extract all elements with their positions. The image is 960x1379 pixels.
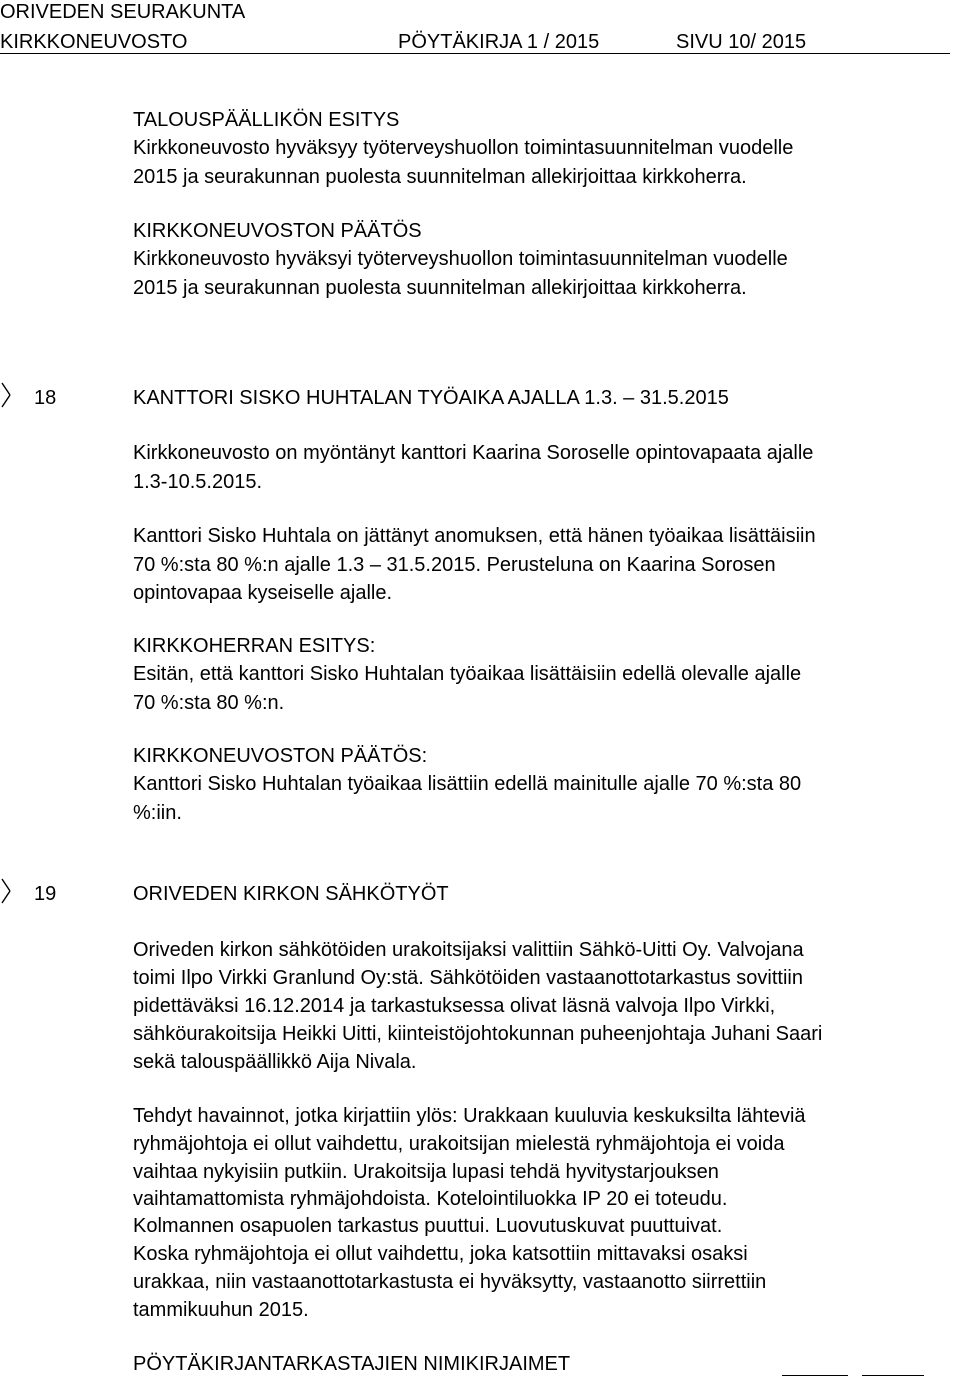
subsection-title: KIRKKOHERRAN ESITYS: — [133, 635, 376, 657]
section-marker-icon — [0, 381, 12, 409]
paragraph-line: Kirkkoneuvosto hyväksyy työterveyshuollon toimintasuunnitelman vuodelle — [133, 137, 794, 159]
subsection-title: KIRKKONEUVOSTON PÄÄTÖS: — [133, 745, 428, 767]
paragraph-line: vaihtaa nykyisiin putkiin. Urakoitsija lupasi tehdä hyvitystarjouksen — [133, 1161, 719, 1183]
paragraph-line: Kanttori Sisko Huhtalan työaikaa lisättiin edellä mainitulle ajalle 70 %:sta 80 — [133, 773, 802, 795]
paragraph-line: Kanttori Sisko Huhtala on jättänyt anomuksen, että hänen työaikaa lisättäisiin — [133, 525, 816, 547]
item-number: 18 — [34, 387, 57, 409]
document-body-name: KIRKKONEUVOSTO — [0, 31, 188, 53]
paragraph-line: sekä talouspäällikkö Aija Nivala. — [133, 1051, 417, 1073]
paragraph-line: Oriveden kirkon sähkötöiden urakoitsijaksi valittiin Sähkö-Uitti Oy. Valvojana — [133, 939, 804, 961]
paragraph-line: %:iin. — [133, 802, 182, 824]
item-title: ORIVEDEN KIRKON SÄHKÖTYÖT — [133, 883, 449, 905]
paragraph-line: Kirkkoneuvosto on myöntänyt kanttori Kaarina Soroselle opintovapaata ajalle — [133, 442, 814, 464]
section-title: KIRKKONEUVOSTON PÄÄTÖS — [133, 220, 422, 242]
item-title: KANTTORI SISKO HUHTALAN TYÖAIKA AJALLA 1.3. – 31.5.2015 — [133, 387, 729, 409]
paragraph-line: vaihtamattomista ryhmäjohdoista. Kotelointiluokka IP 20 ei toteudu. — [133, 1188, 728, 1210]
paragraph-line: pidettäväksi 16.12.2014 ja tarkastuksessa olivat läsnä valvoja Ilpo Virkki, — [133, 995, 776, 1017]
paragraph-line: ryhmäjohtoja ei ollut vaihdettu, urakoitsijan mielestä ryhmäjohtoja ei voida — [133, 1133, 785, 1155]
paragraph-line: urakkaa, niin vastaanottotarkastusta ei hyväksytty, vastaanotto siirrettiin — [133, 1271, 767, 1293]
paragraph-line: Esitän, että kanttori Sisko Huhtalan työaikaa lisättäisiin edellä olevalle ajalle — [133, 663, 802, 685]
item-number: 19 — [34, 883, 57, 905]
header-rule — [0, 53, 950, 54]
organization-name: ORIVEDEN SEURAKUNTA — [0, 1, 246, 23]
paragraph-line: sähköurakoitsija Heikki Uitti, kiinteistöjohtokunnan puheenjohtaja Juhani Saari — [133, 1023, 823, 1045]
paragraph-line: Tehdyt havainnot, jotka kirjattiin ylös: Urakkaan kuuluvia keskuksilta lähteviä — [133, 1105, 806, 1127]
paragraph-line: 1.3-10.5.2015. — [133, 471, 262, 493]
paragraph-line: 70 %:sta 80 %:n ajalle 1.3 – 31.5.2015. Perusteluna on Kaarina Sorosen — [133, 554, 776, 576]
paragraph-line: Koska ryhmäjohtoja ei ollut vaihdettu, joka katsottiin mittavaksi osaksi — [133, 1243, 748, 1265]
signature-line — [782, 1375, 848, 1376]
minutes-number: PÖYTÄKIRJA 1 / 2015 — [398, 31, 600, 53]
signature-label: PÖYTÄKIRJANTARKASTAJIEN NIMIKIRJAIMET — [133, 1353, 571, 1375]
paragraph-line: tammikuuhun 2015. — [133, 1299, 309, 1321]
paragraph-line: toimi Ilpo Virkki Granlund Oy:stä. Sähkötöiden vastaanottotarkastus sovittiin — [133, 967, 803, 989]
signature-line — [862, 1375, 924, 1376]
paragraph-line: 2015 ja seurakunnan puolesta suunnitelman allekirjoittaa kirkkoherra. — [133, 277, 747, 299]
paragraph-line: Kolmannen osapuolen tarkastus puuttui. Luovutuskuvat puuttuivat. — [133, 1215, 723, 1237]
paragraph-line: 2015 ja seurakunnan puolesta suunnitelman allekirjoittaa kirkkoherra. — [133, 166, 747, 188]
section-title: TALOUSPÄÄLLIKÖN ESITYS — [133, 109, 400, 131]
section-marker-icon — [0, 877, 12, 905]
paragraph-line: 70 %:sta 80 %:n. — [133, 692, 285, 714]
page-number: SIVU 10/ 2015 — [676, 31, 807, 53]
paragraph-line: opintovapaa kyseiselle ajalle. — [133, 582, 393, 604]
paragraph-line: Kirkkoneuvosto hyväksyi työterveyshuollon toimintasuunnitelman vuodelle — [133, 248, 788, 270]
